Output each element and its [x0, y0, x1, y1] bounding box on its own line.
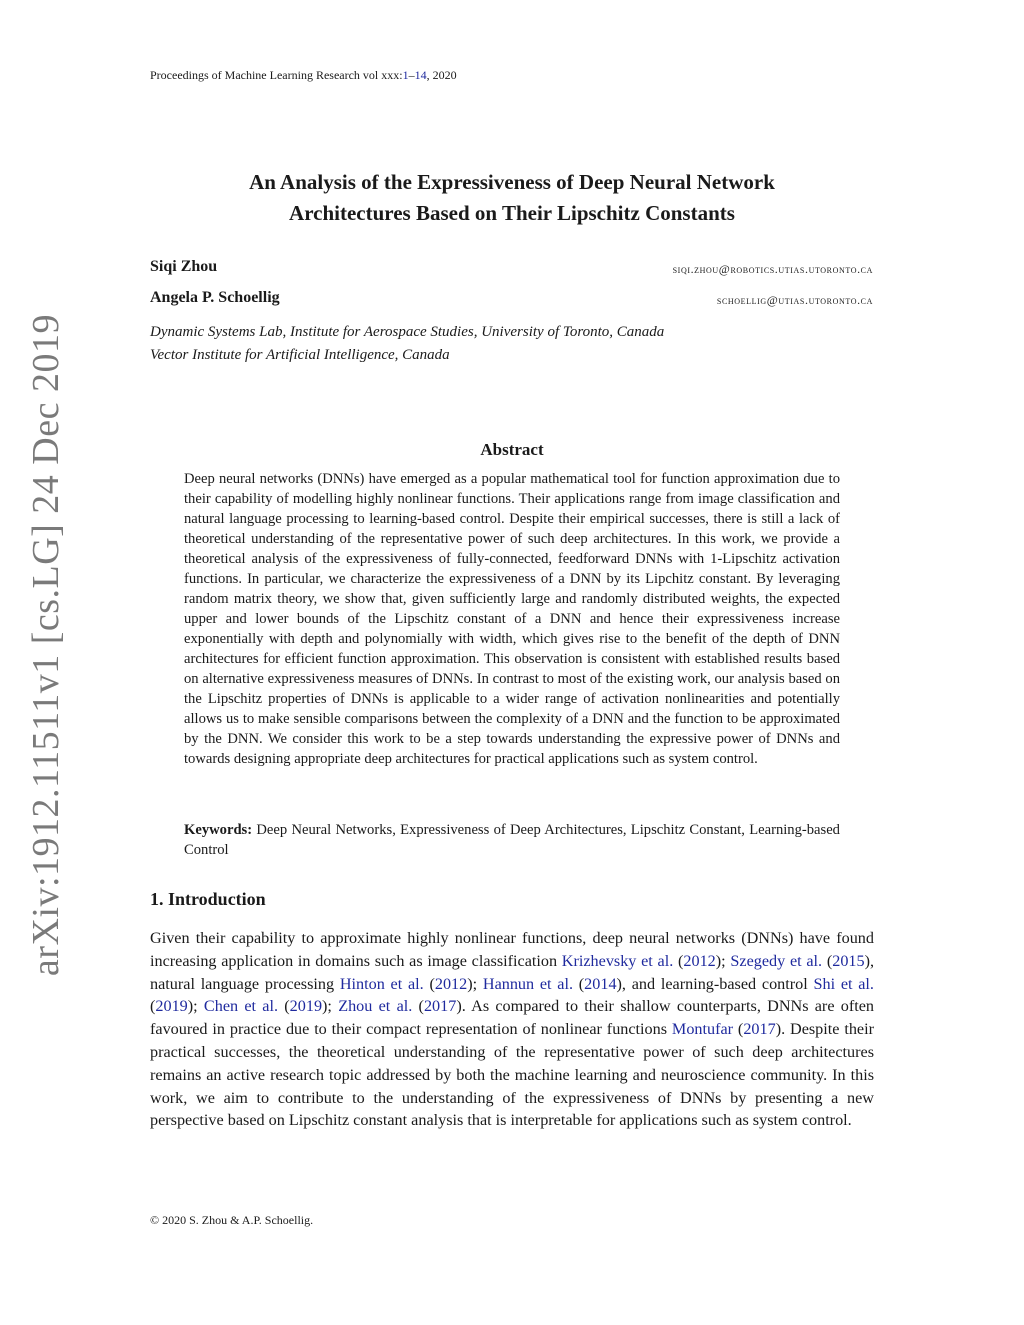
- citation-year-link[interactable]: 2012: [434, 974, 468, 993]
- citation-year-link[interactable]: 2019: [155, 997, 188, 1016]
- citation-link[interactable]: Szegedy et al.: [730, 951, 823, 970]
- paper-title: [0, 167, 1024, 229]
- keywords: [184, 820, 840, 860]
- intro-text: ), and learning-based control: [616, 974, 814, 993]
- header-page-end-link[interactable]: 14: [414, 68, 427, 82]
- intro-text: (: [150, 997, 156, 1016]
- introduction-paragraph: [150, 927, 874, 1132]
- citation-link[interactable]: Zhou et al.: [338, 997, 413, 1016]
- citation-link[interactable]: Hinton et al.: [339, 974, 424, 993]
- running-header: [150, 68, 457, 83]
- keywords-text: Deep Neural Networks, Expressiveness of Deep Architectures, Lipschitz Constant, Learning-based Control: [184, 822, 840, 858]
- header-page-start-link[interactable]: 1: [402, 68, 409, 82]
- affiliations: [150, 321, 664, 367]
- affiliation-1: Dynamic Systems Lab, Institute for Aerospace Studies, University of Toronto, Canada: [150, 324, 665, 340]
- copyright-icon: ©: [150, 1213, 160, 1227]
- section-heading-introduction: 1. Introduction: [150, 889, 266, 909]
- citation-year-link[interactable]: 2012: [683, 951, 716, 970]
- citation-year-link[interactable]: 2017: [423, 997, 457, 1016]
- header-year: , 2020: [426, 68, 457, 82]
- intro-text: (: [423, 974, 435, 993]
- title-line-1: An Analysis of the Expressiveness of Deep Neural Network: [249, 170, 775, 194]
- title-line-2: Architectures Based on Their Lipschitz Constants: [289, 201, 735, 225]
- intro-text: (: [733, 1020, 744, 1039]
- intro-text: ). Despite their practical successes, the theoretical understanding of the representative power of such deep architectures remains an active research topic addressed by both the machine learning and neuroscience community. In this work, we aim to contribute to the understanding of the expressiveness of DNNs by presenting a new perspective based on Lipschitz constant analysis that is interpretable for applications such as system control.: [150, 1020, 874, 1130]
- citation-link[interactable]: Krizhevsky et al.: [561, 951, 674, 970]
- affiliation-2: Vector Institute for Artificial Intelligence, Canada: [150, 347, 450, 363]
- arxiv-stamp: [24, 313, 68, 977]
- arxiv-stamp-text: arXiv:1912.11511v1 [cs.LG] 24 Dec 2019: [25, 313, 67, 977]
- citation-year-link[interactable]: 2017: [743, 1020, 776, 1039]
- citation-link[interactable]: Hannun et al.: [482, 974, 574, 993]
- intro-text: (: [412, 997, 424, 1016]
- author-name-2: Angela P. Schoellig: [150, 289, 280, 306]
- citation-year-link[interactable]: 2014: [584, 974, 617, 993]
- intro-text: (: [673, 951, 684, 970]
- abstract-body: Deep neural networks (DNNs) have emerged as a popular mathematical tool for function approximation due to their capability of modelling highly nonlinear functions. Their applications range from image classification and natural language processing to learning-based control. Despite their empirical successes, there is still a lack of theoretical understanding of the representative power of such deep architectures. In this work, we provide a theoretical analysis of the expressiveness of fully-connected, feedforward DNNs with 1-Lipschitz activation functions. In particular, we characterize the expressiveness of a DNN by its Lipchitz constant. By leveraging random matrix theory, we show that, given sufficiently large and randomly distributed weights, the expected upper and lower bounds of the Lipschitz constant of a DNN and hence their expressiveness increase exponentially with depth and polynomially with width, which gives rise to the benefit of the depth of DNN architectures for efficient function approximation. This observation is consistent with established results based on alternative expressiveness measures of DNNs. In contrast to most of the existing work, our analysis based on the Lipschitz properties of DNNs is applicable to a wider range of activation nonlinearities and potentially allows us to make sensible comparisons between the complexity of a DNN and the function to be approximated by the DNN. We consider this work to be a step towards understanding the expressive power of DNNs and towards designing appropriate deep architectures for practical applications such as system control.: [184, 471, 840, 767]
- intro-text: ). As compared to their shallow counterparts, DNNs are often favoured in practice due to their compact representation of nonlinear functions: [150, 997, 875, 1039]
- intro-text: );: [187, 997, 204, 1016]
- header-proceedings: Proceedings of Machine Learning Research vol xxx:: [150, 68, 403, 82]
- intro-text: (: [278, 997, 290, 1016]
- citation-year-link[interactable]: 2019: [289, 997, 323, 1016]
- keywords-label: Keywords:: [184, 822, 253, 838]
- abstract-heading: Abstract: [480, 440, 544, 459]
- citation-link[interactable]: Shi et al.: [813, 974, 874, 993]
- citation-year-link[interactable]: 2015: [832, 951, 865, 970]
- intro-text: );: [715, 951, 731, 970]
- intro-text: );: [322, 997, 339, 1016]
- intro-text: Given their capability to approximate highly nonlinear functions, deep neural networks (DNNs) have found increasing application in domains such as image classification: [150, 929, 874, 970]
- author-email-1: siqi.zhou@robotics.utias.utoronto.ca: [672, 262, 873, 276]
- intro-text: (: [822, 951, 833, 970]
- intro-text: );: [467, 974, 483, 993]
- citation-link[interactable]: Chen et al.: [203, 997, 279, 1016]
- copyright-footnote: [150, 1213, 313, 1228]
- header-dash: –: [408, 68, 415, 82]
- author-email-2: schoellig@utias.utoronto.ca: [716, 293, 873, 307]
- citation-link[interactable]: Montufar: [671, 1020, 734, 1039]
- intro-text: ), natural language processing: [150, 951, 875, 993]
- copyright-text: 2020 S. Zhou & A.P. Schoellig.: [159, 1213, 314, 1227]
- intro-text: (: [573, 974, 585, 993]
- author-name-1: Siqi Zhou: [150, 258, 218, 275]
